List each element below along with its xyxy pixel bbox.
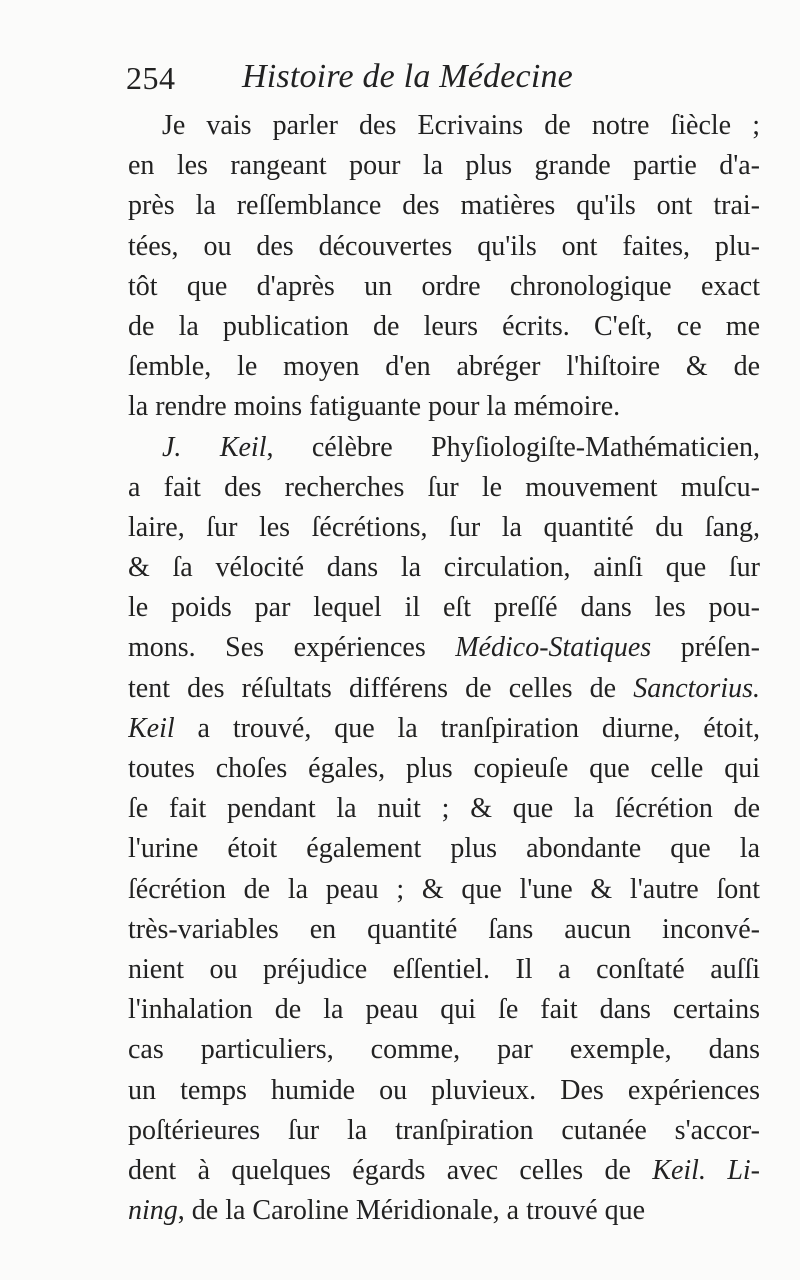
text-line <box>128 548 760 588</box>
text-segment: poſtérieures ſur la tranſpiration cutanée s'accor- <box>128 1114 760 1146</box>
text-segment: a trouvé, que la tranſpiration diurne, étoit, <box>174 712 760 744</box>
text-line <box>128 628 760 668</box>
text-segment: tent des réſultats différens de celles de <box>128 672 634 704</box>
text-segment: ſe fait pendant la nuit ; & que la ſécrétion de <box>128 793 760 825</box>
text-line <box>128 186 760 226</box>
text-segment: mons. Ses expériences <box>128 632 456 664</box>
text-line <box>128 950 760 990</box>
text-line <box>128 1071 760 1111</box>
text-segment: tées, ou des découvertes qu'ils ont faites, plu- <box>128 230 760 262</box>
text-segment: le poids par lequel il eſt preſſé dans les pou- <box>128 592 760 624</box>
text-line <box>128 1030 760 1070</box>
text-segment: nient ou préjudice eſſentiel. Il a conſtaté auſſi <box>128 953 760 985</box>
text-segment: laire, ſur les ſécrétions, ſur la quantité du ſang, <box>128 511 760 543</box>
text-segment: tôt que d'après un ordre chronologique exact <box>128 270 760 302</box>
text-segment: ſécrétion de la peau ; & que l'une & l'autre ſont <box>128 873 760 905</box>
text-segment: a fait des recherches ſur le mouvement muſcu- <box>128 471 760 503</box>
text-line <box>128 428 760 468</box>
text-line <box>128 910 760 950</box>
text-segment: , célèbre Phyſiologiſte-Mathématicien, <box>266 431 760 463</box>
text-segment: , de la Caroline Méridionale, a trouvé que <box>177 1195 646 1227</box>
text-line <box>128 387 760 427</box>
text-line <box>128 227 760 267</box>
text-line <box>128 1111 760 1151</box>
text-segment: ſemble, le moyen d'en abréger l'hiſtoire & de <box>128 351 760 383</box>
text-line <box>128 669 760 709</box>
text-line <box>128 106 760 146</box>
text-line <box>128 709 760 749</box>
text-line <box>128 508 760 548</box>
text-line <box>128 1191 760 1231</box>
text-line <box>128 990 760 1030</box>
text-line <box>128 870 760 910</box>
italic-text-segment: Keil <box>128 712 175 744</box>
italic-text-segment: J. Keil <box>162 431 267 463</box>
italic-text-segment: Sanctorius. <box>633 672 760 704</box>
text-line <box>128 267 760 307</box>
text-segment: l'inhalation de la peau qui ſe fait dans certains <box>128 994 760 1026</box>
text-segment: Je vais parler des Ecrivains de notre ſiècle ; <box>162 110 760 141</box>
text-line <box>128 588 760 628</box>
text-segment: de la publication de leurs écrits. C'eſt, ce me <box>128 310 760 342</box>
italic-text-segment: Médico-Statiques <box>455 632 652 664</box>
text-segment: un temps humide ou pluvieux. Des expériences <box>128 1074 760 1106</box>
text-line <box>128 347 760 387</box>
text-segment: préſen- <box>651 632 760 664</box>
text-line <box>128 307 760 347</box>
text-segment: cas particuliers, comme, par exemple, dans <box>128 1034 760 1066</box>
text-segment: & ſa vélocité dans la circulation, ainſi que ſur <box>128 552 760 584</box>
text-segment: très-variables en quantité ſans aucun inconvé- <box>128 913 760 945</box>
page-number: 254 <box>126 60 176 96</box>
text-line <box>128 789 760 829</box>
text-segment: toutes choſes égales, plus copieuſe que celle qui <box>128 753 760 784</box>
running-title: Histoire de la Médecine <box>242 58 573 95</box>
text-segment: la rendre moins fatiguante pour la mémoire. <box>128 391 621 423</box>
text-segment: en les rangeant pour la plus grande partie d'a- <box>128 150 760 182</box>
italic-text-segment: ning <box>128 1195 178 1227</box>
text-segment: l'urine étoit également plus abondante que la <box>128 833 760 865</box>
text-segment: dent à quelques égards avec celles de <box>128 1154 653 1186</box>
page-header <box>126 58 686 100</box>
text-line <box>128 468 760 508</box>
body-text <box>128 106 760 1231</box>
text-line <box>128 146 760 186</box>
text-segment: près la reſſemblance des matières qu'ils ont trai- <box>128 190 760 222</box>
text-line <box>128 749 760 789</box>
text-line <box>128 1151 760 1191</box>
text-line <box>128 829 760 869</box>
italic-text-segment: Keil. Li- <box>652 1154 760 1186</box>
